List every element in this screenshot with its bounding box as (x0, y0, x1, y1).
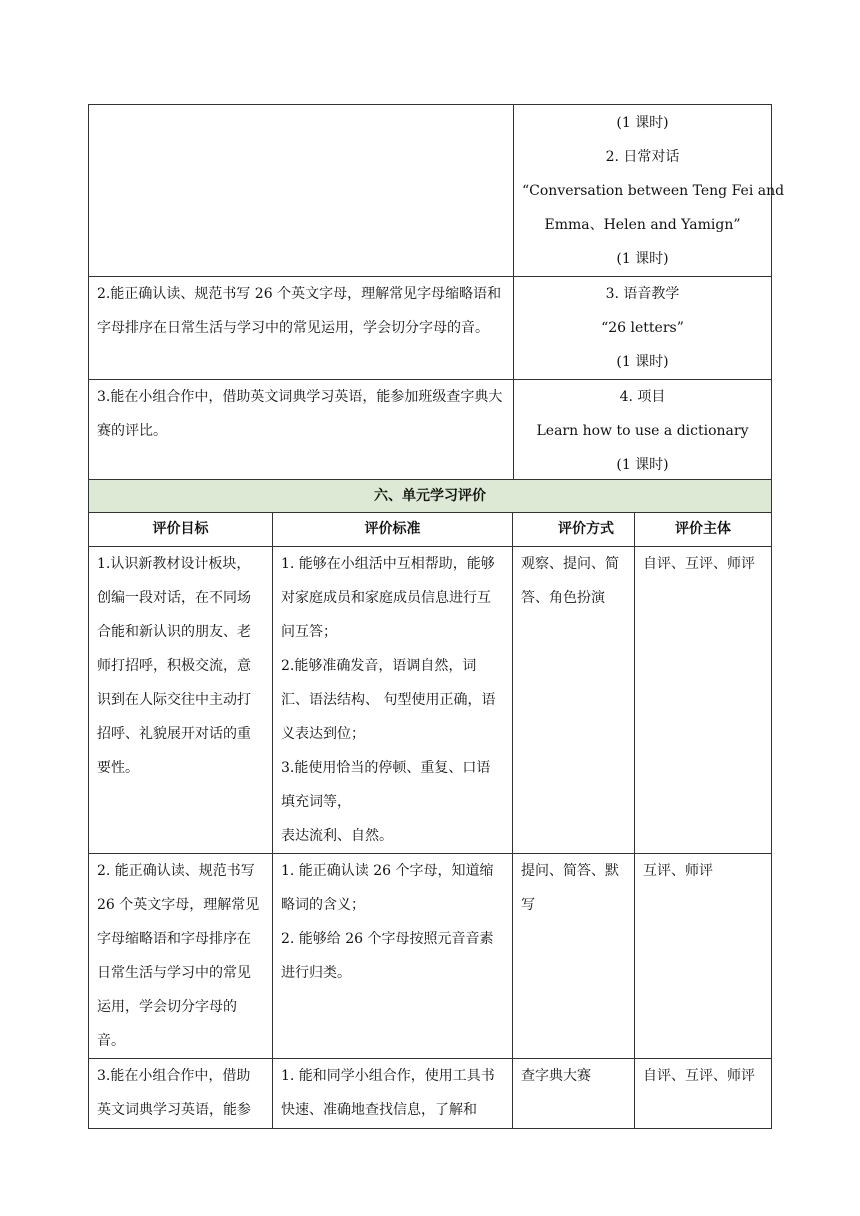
criteria-item: 2. 能够给 26 个字母按照元音音素进行归类。 (281, 931, 494, 981)
table-row (89, 105, 772, 277)
goal-cell: 3.能在小组合作中，借助英文词典学习英语，能参 (89, 1059, 273, 1129)
lesson-line: “Conversation between Teng Fei and (522, 183, 785, 199)
lesson-line: Emma、Helen and Yamign” (544, 217, 741, 233)
goal-cell: 2. 能正确认读、规范书写 26 个英文字母，理解常见字母缩略语和字母排序在日常生活与学习中的常见运用，学会切分字母的音。 (89, 854, 273, 1059)
lesson-line: (1 课时) (616, 115, 669, 131)
lesson-line: (1 课时) (616, 354, 669, 370)
criteria-item: 1. 能够在小组活中互相帮助，能够对家庭成员和家庭成员信息进行互问互答； (281, 556, 495, 640)
subject-cell: 自评、互评、师评 (635, 547, 772, 854)
subject-cell: 互评、师评 (635, 854, 772, 1059)
lesson-line: 4. 项目 (619, 389, 666, 405)
lesson-cell (514, 277, 772, 380)
method-cell: 查字典大赛 (513, 1059, 635, 1129)
criteria-item: 1. 能和同学小组合作，使用工具书快速、准确地查找信息，了解和 (281, 1068, 495, 1118)
table-header-row (89, 513, 772, 547)
section-title: 六、单元学习评价 (89, 480, 772, 513)
goal-cell: 2.能正确认读、规范书写 26 个英文字母，理解常见字母缩略语和字母排序在日常生活与学习中的常见运用，学会切分字母的音。 (89, 277, 514, 380)
table-row (89, 277, 772, 380)
column-header: 评价目标 (89, 513, 273, 547)
criteria-cell (273, 547, 513, 854)
lesson-cell (514, 105, 785, 277)
goal-cell: 3.能在小组合作中，借助英文词典学习英语，能参加班级查字典大赛的评比。 (89, 380, 514, 483)
goal-cell (89, 105, 514, 277)
criteria-cell (273, 854, 513, 1059)
column-header: 评价标准 (273, 513, 513, 547)
table-row (89, 1059, 772, 1129)
lesson-line: Learn how to use a dictionary (536, 423, 749, 439)
criteria-item: 2.能够准确发音，语调自然，词汇、语法结构、 句型使用正确，语义表达到位； (281, 658, 496, 742)
section-title-row (89, 480, 772, 513)
lesson-line: (1 课时) (616, 251, 669, 267)
method-cell: 观察、提问、简答、角色扮演 (513, 547, 635, 854)
goal-cell: 1.认识新教材设计板块，创编一段对话，在不同场合能和新认识的朋友、老师打招呼，积极交流，意识到在人际交往中主动打招呼、礼貌展开对话的重要性。 (89, 547, 273, 854)
lesson-cell (514, 380, 772, 483)
lesson-line: 3. 语音教学 (605, 286, 680, 302)
evaluation-table (88, 479, 772, 1129)
lesson-line: “26 letters” (601, 320, 684, 336)
lesson-line: 2. 日常对话 (605, 149, 680, 165)
table-row (89, 547, 772, 854)
criteria-item: 表达流利、自然。 (281, 828, 393, 844)
column-header: 评价主体 (635, 513, 772, 547)
column-header: 评价方式 (513, 513, 635, 547)
lesson-line: (1 课时) (616, 457, 669, 473)
subject-cell: 自评、互评、师评 (635, 1059, 772, 1129)
criteria-item: 1. 能正确认读 26 个字母，知道缩略词的含义； (281, 863, 494, 913)
criteria-cell (273, 1059, 513, 1129)
table-row (89, 380, 772, 483)
lesson-plan-table (88, 104, 785, 483)
table-row (89, 854, 772, 1059)
criteria-item: 3.能使用恰当的停顿、重复、口语填充词等， (281, 760, 491, 810)
method-cell: 提问、简答、默写 (513, 854, 635, 1059)
